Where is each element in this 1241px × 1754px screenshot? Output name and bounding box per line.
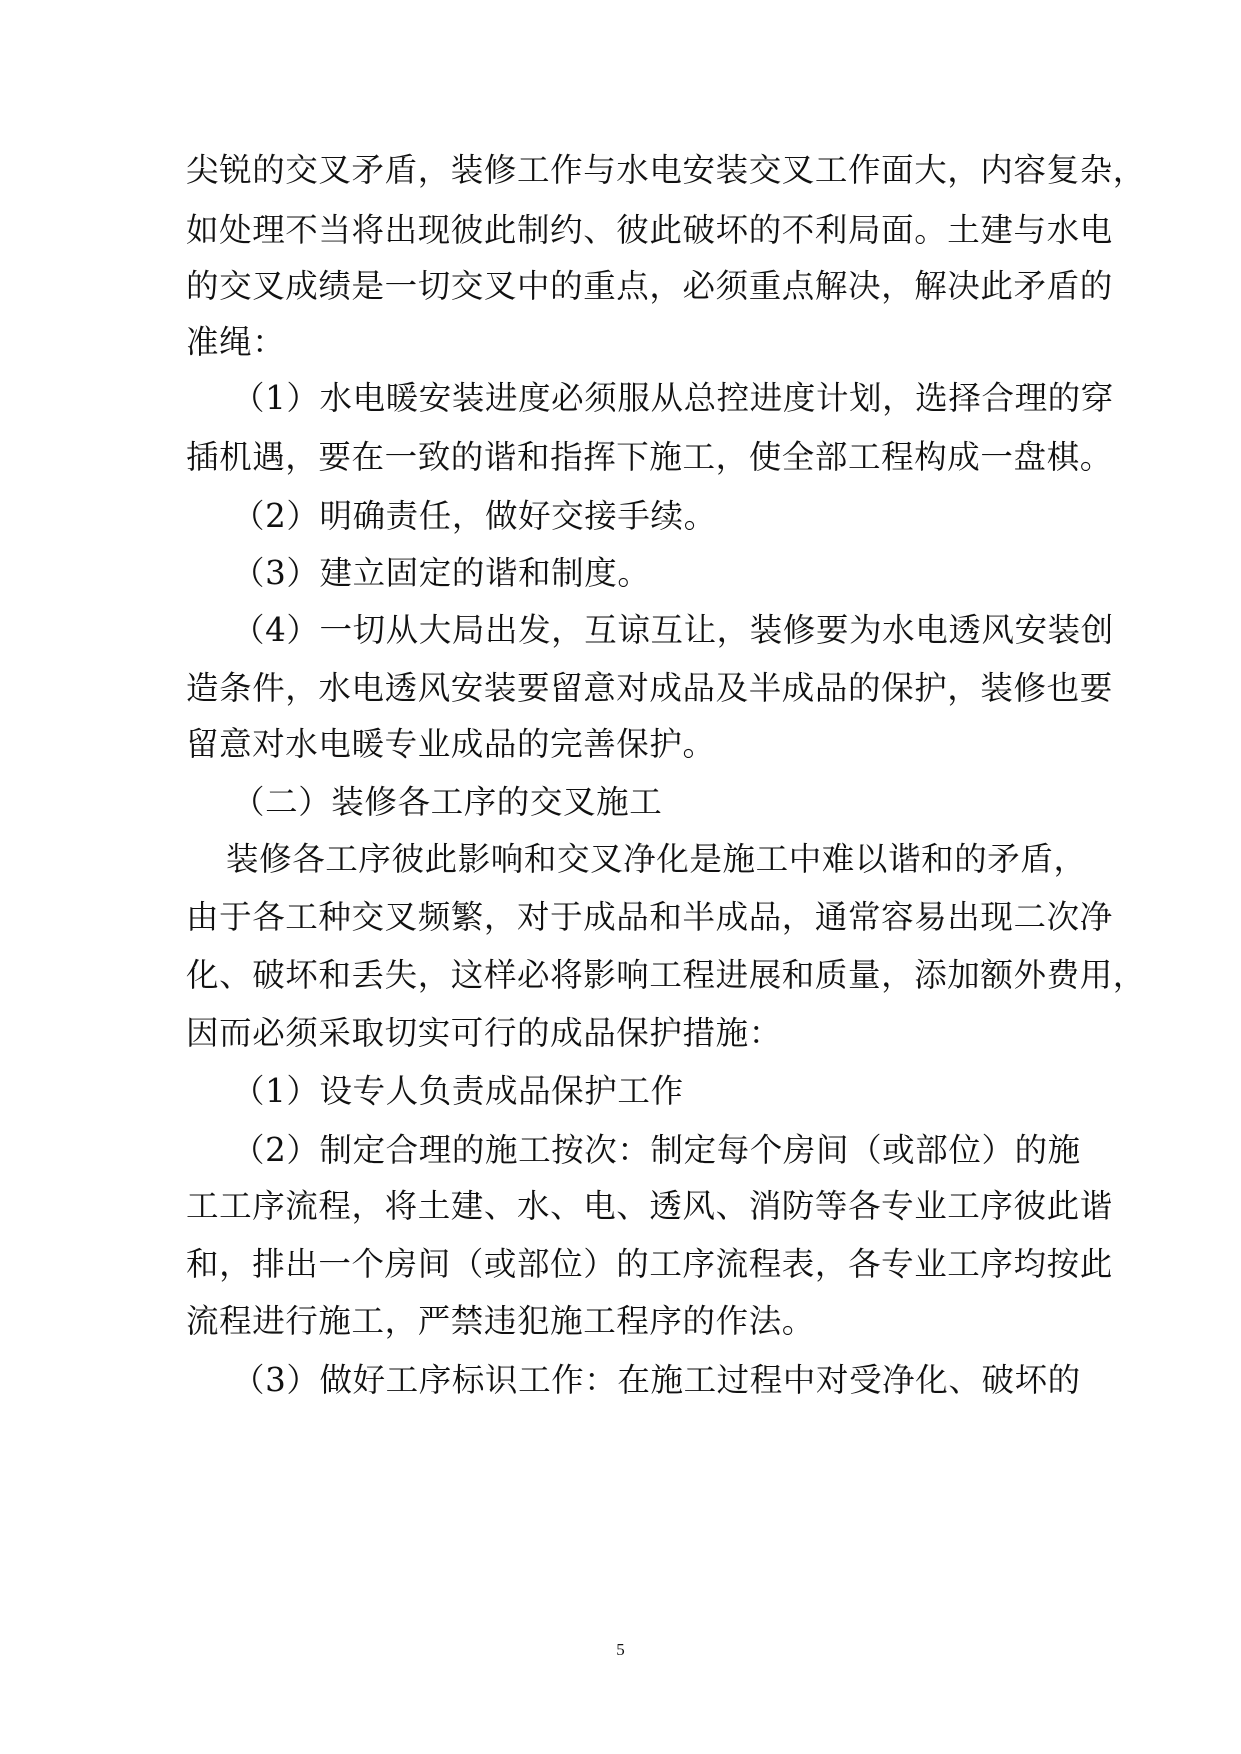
body-text-line: 插机遇，要在一致的谐和指挥下施工，使全部工程构成一盘棋。 (186, 438, 1113, 476)
list-item-text: （1）设专人负责成品保护工作 (232, 1072, 684, 1110)
list-item-text: （2）明确责任，做好交接手续。 (232, 497, 717, 535)
body-text-line: 化、破坏和丢失，这样必将影响工程进展和质量，添加额外费用， (186, 956, 1146, 994)
body-text-line: 尖锐的交叉矛盾，装修工作与水电安装交叉工作面大，内容复杂， (186, 151, 1146, 189)
section-heading: （二）装修各工序的交叉施工 (232, 783, 663, 821)
body-text-line: 流程进行施工，严禁违犯施工程序的作法。 (186, 1302, 815, 1340)
list-item-text: （3）建立固定的谐和制度。 (232, 554, 651, 592)
list-item-text: （2）制定合理的施工按次：制定每个房间（或部位）的施 (232, 1131, 1081, 1169)
body-text-line: 的交叉成绩是一切交叉中的重点，必须重点解决，解决此矛盾的 (186, 267, 1113, 305)
body-text-line: 和，排出一个房间（或部位）的工序流程表，各专业工序均按此 (186, 1245, 1113, 1283)
page-number: 5 (616, 1640, 625, 1659)
body-text-line: 装修各工序彼此影响和交叉净化是施工中难以谐和的矛盾， (226, 840, 1087, 878)
body-text-line: 由于各工种交叉频繁，对于成品和半成品，通常容易出现二次净 (186, 898, 1113, 936)
list-item-text: （1）水电暖安装进度必须服从总控进度计划，选择合理的穿 (232, 379, 1114, 417)
body-text-line: 工工序流程，将土建、水、电、透风、消防等各专业工序彼此谐 (186, 1187, 1113, 1225)
list-item-text: （4）一切从大局出发，互谅互让，装修要为水电透风安装创 (232, 611, 1114, 649)
body-text-line: 如处理不当将出现彼此制约、彼此破坏的不利局面。土建与水电 (186, 211, 1113, 249)
list-item-text: （3）做好工序标识工作：在施工过程中对受净化、破坏的 (232, 1361, 1081, 1399)
body-text-line: 因而必须采取切实可行的成品保护措施： (186, 1014, 782, 1052)
body-text-line: 造条件，水电透风安装要留意对成品及半成品的保护，装修也要 (186, 669, 1113, 707)
body-text-line: 准绳： (186, 323, 286, 361)
body-text-line: 留意对水电暖专业成品的完善保护。 (186, 725, 716, 763)
